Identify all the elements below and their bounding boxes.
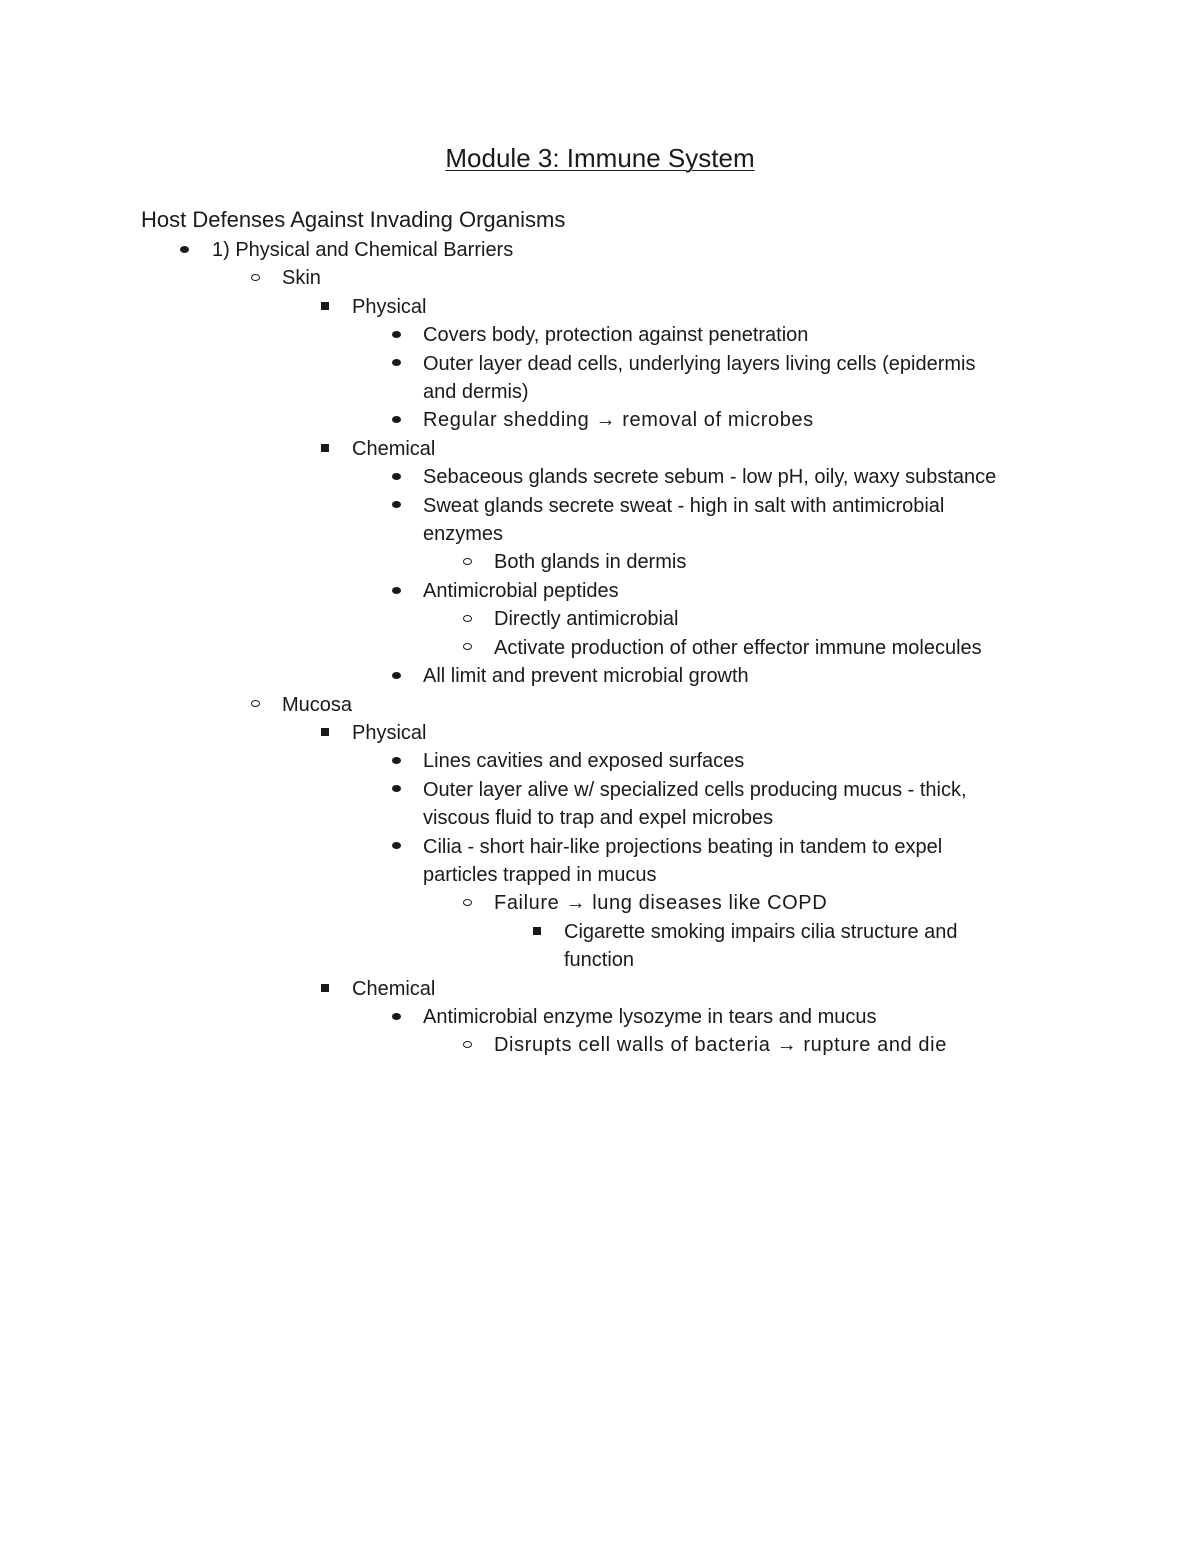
outline-item (0, 918, 1200, 946)
outline-item-text: Outer layer alive w/ specialized cells producing mucus - thick, (423, 778, 967, 801)
outline-item-continuation (0, 378, 1200, 406)
outline-item-continuation (0, 520, 1200, 548)
bullet-dot-icon (384, 321, 408, 349)
outline-item-text: function (564, 949, 635, 972)
outline-item-text: Directly antimicrobial (494, 608, 679, 631)
outline-item (0, 691, 1200, 719)
outline-item (0, 293, 1200, 321)
outline-item-text: Cilia - short hair-like projections beating in tandem to expel (423, 835, 943, 858)
bullet-circle-icon (455, 605, 479, 633)
bullet-circle-icon (243, 691, 267, 719)
bullet-dot-icon (384, 492, 408, 520)
outline-item (0, 889, 1200, 917)
bullet-dot-icon (384, 463, 408, 491)
outline-item (0, 350, 1200, 378)
outline-item (0, 662, 1200, 690)
outline-item (0, 833, 1200, 861)
outline-item (0, 747, 1200, 775)
bullet-dot-icon (172, 236, 196, 264)
outline-item-text: Physical (352, 721, 427, 744)
outline-item-text: Activate production of other effector immune molecules (494, 636, 982, 659)
bullet-circle-icon (455, 634, 479, 662)
outline-item (0, 236, 1200, 264)
bullet-square-icon (525, 918, 549, 946)
outline-item (0, 605, 1200, 633)
outline-item (0, 548, 1200, 576)
outline-item (0, 264, 1200, 292)
outline-item-text: viscous fluid to trap and expel microbes (423, 807, 774, 830)
outline-item-text: enzymes (423, 523, 504, 546)
document-title-text: Module 3: Immune System (445, 143, 755, 173)
bullet-square-icon (313, 435, 337, 463)
bullet-dot-icon (384, 577, 408, 605)
outline-item-text: Antimicrobial peptides (423, 579, 619, 602)
outline-item-text: 1) Physical and Chemical Barriers (212, 239, 514, 261)
outline-item (0, 776, 1200, 804)
outline-item-text: Chemical (352, 437, 436, 460)
outline-item-continuation (0, 804, 1200, 832)
outline-item-text: particles trapped in mucus (423, 863, 657, 886)
outline-item-text: Lines cavities and exposed surfaces (423, 750, 745, 773)
outline-item (0, 634, 1200, 662)
outline-item-continuation (0, 861, 1200, 889)
bullet-square-icon (313, 719, 337, 747)
bulleted-outline (0, 236, 1200, 1060)
bullet-circle-icon (243, 264, 267, 292)
outline-item-continuation (0, 946, 1200, 974)
bullet-dot-icon (384, 406, 408, 434)
bullet-dot-icon (384, 747, 408, 775)
outline-item-text: Antimicrobial enzyme lysozyme in tears and mucus (423, 1005, 877, 1028)
outline-item-text: Disrupts cell walls of bacteria → rupture and die (494, 1034, 947, 1057)
bullet-dot-icon (384, 662, 408, 690)
section-heading: Host Defenses Against Invading Organisms (141, 207, 566, 232)
outline-item-text: Chemical (352, 977, 436, 1000)
outline-item (0, 975, 1200, 1003)
outline-item (0, 321, 1200, 349)
outline-item (0, 1031, 1200, 1059)
outline-item-text: and dermis) (423, 381, 529, 404)
outline-item (0, 1003, 1200, 1031)
outline-item-text: Physical (352, 295, 427, 318)
document-title (0, 140, 1200, 176)
outline-item-text: Sweat glands secrete sweat - high in salt with antimicrobial (423, 494, 945, 517)
bullet-square-icon (313, 975, 337, 1003)
outline-item (0, 463, 1200, 491)
bullet-dot-icon (384, 350, 408, 378)
outline-item (0, 435, 1200, 463)
outline-item (0, 719, 1200, 747)
outline-item-text: Sebaceous glands secrete sebum - low pH, oily, waxy substance (423, 466, 997, 489)
outline-item-text: Regular shedding → removal of microbes (423, 409, 814, 432)
outline-item (0, 406, 1200, 434)
bullet-circle-icon (455, 889, 479, 917)
outline-item-text: Mucosa (282, 693, 353, 716)
outline-item (0, 492, 1200, 520)
bullet-circle-icon (455, 1031, 479, 1059)
outline-item-text: Both glands in dermis (494, 551, 687, 574)
outline-item-text: Outer layer dead cells, underlying layers living cells (epidermis (423, 352, 976, 375)
bullet-dot-icon (384, 776, 408, 804)
outline-item-text: Cigarette smoking impairs cilia structure and (564, 920, 958, 943)
bullet-circle-icon (455, 548, 479, 576)
bullet-square-icon (313, 293, 337, 321)
bullet-dot-icon (384, 1003, 408, 1031)
outline-item-text: Covers body, protection against penetration (423, 324, 809, 347)
outline-item-text: All limit and prevent microbial growth (423, 665, 749, 688)
bullet-dot-icon (384, 833, 408, 861)
outline-item-text: Failure → lung diseases like COPD (494, 892, 828, 915)
outline-item (0, 577, 1200, 605)
outline-item-text: Skin (282, 267, 321, 290)
